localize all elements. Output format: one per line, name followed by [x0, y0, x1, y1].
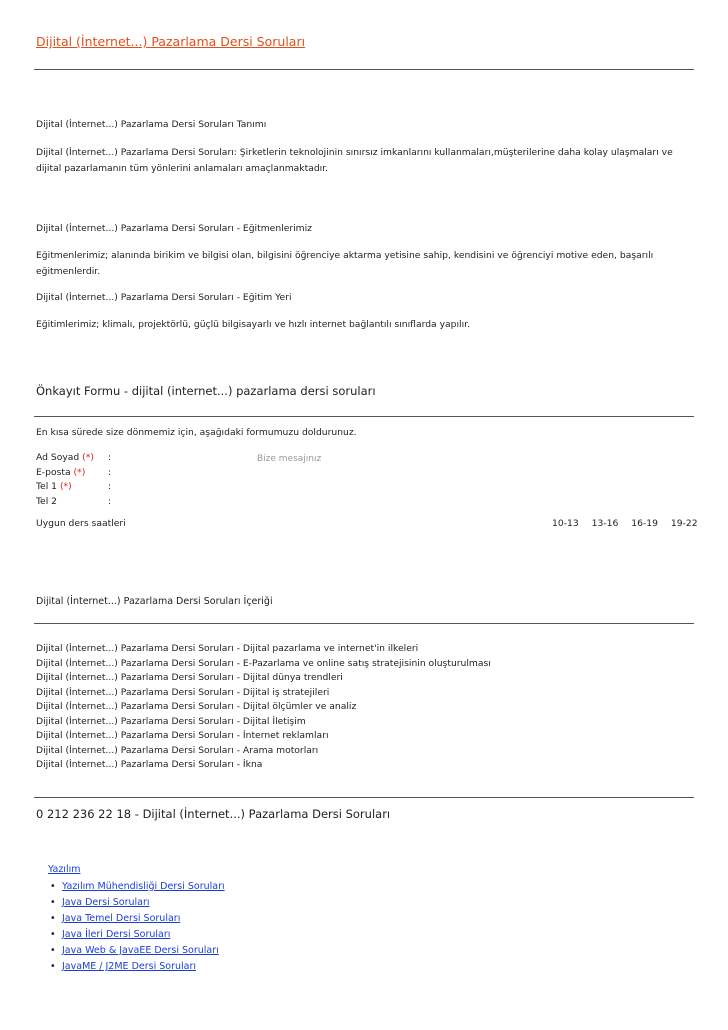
list-item: Dijital (İnternet...) Pazarlama Dersi Soruları - Dijital dünya trendleri [36, 672, 343, 683]
link-javame[interactable]: JavaME / J2ME Dersi Soruları [62, 961, 197, 972]
list-item: Dijital (İnternet...) Pazarlama Dersi Soruları - Dijital ölçümler ve analiz [36, 701, 357, 712]
link-java-advanced[interactable]: Java İleri Dersi Soruları [62, 929, 171, 940]
list-item: Dijital (İnternet...) Pazarlama Dersi Soruları - İnternet reklamları [36, 730, 329, 741]
list-item [62, 959, 225, 975]
field-label-name: Ad Soyad [36, 452, 80, 463]
times-label: Uygun ders saatleri [36, 518, 126, 529]
colon: : [108, 481, 112, 492]
page-title[interactable]: Dijital (İnternet...) Pazarlama Dersi Soruları [36, 34, 306, 49]
time-option[interactable]: 19-22 [670, 518, 698, 529]
divider [34, 623, 694, 624]
section-heading-definition: Dijital (İnternet...) Pazarlama Dersi Soruları Tanımı [36, 119, 267, 130]
form-heading: Önkayıt Formu - dijital (internet...) pazarlama dersi soruları [36, 384, 376, 398]
link-java-web[interactable]: Java Web & JavaEE Dersi Soruları [62, 945, 219, 956]
time-options [542, 518, 698, 529]
content-heading: Dijital (İnternet...) Pazarlama Dersi Soruları İçeriği [36, 596, 273, 607]
section-heading-instructors: Dijital (İnternet...) Pazarlama Dersi Soruları - Eğitmenlerimiz [36, 223, 313, 234]
required-mark: (*) [82, 452, 94, 463]
related-links [48, 864, 225, 975]
time-option[interactable]: 10-13 [552, 518, 579, 529]
list-item [62, 879, 225, 895]
list-item: Dijital (İnternet...) Pazarlama Dersi Soruları - E-Pazarlama ve online satış stratejisinin oluşturulması [36, 657, 491, 669]
time-option[interactable]: 13-16 [591, 518, 619, 529]
required-mark: (*) [59, 481, 72, 492]
list-item [62, 943, 225, 959]
divider [34, 416, 694, 417]
link-java-basic[interactable]: Java Temel Dersi Soruları [62, 913, 181, 924]
list-item: Dijital (İnternet...) Pazarlama Dersi Soruları - Arama motorları [36, 744, 319, 756]
links-heading[interactable]: Yazılım [48, 864, 81, 875]
location-text: Eğitimlerimiz; klimalı, projektörlü, güçlü bilgisayarlı ve hızlı internet bağlantılı sınıflarda yapılır. [36, 319, 470, 330]
phone-line: 0 212 236 22 18 - Dijital (İnternet...) Pazarlama Dersi Soruları [36, 807, 391, 821]
field-label-tel2: Tel 2 [36, 495, 58, 507]
links-list [48, 879, 225, 975]
form-intro: En kısa sürede size dönmemiz için, aşağıdaki formumuzu doldurunuz. [36, 427, 357, 438]
name-input[interactable] [116, 450, 216, 464]
message-textarea[interactable]: Bize mesajınız [257, 454, 322, 464]
link-software-engineering[interactable]: Yazılım Mühendisliği Dersi Soruları [62, 881, 225, 892]
list-item [62, 895, 225, 911]
form-row-tel2 [36, 496, 336, 511]
divider [34, 69, 694, 70]
list-item [62, 927, 225, 943]
link-java[interactable]: Java Dersi Soruları [62, 897, 150, 908]
list-item [62, 911, 225, 927]
email-input[interactable] [116, 465, 216, 479]
tel2-input[interactable] [116, 494, 216, 508]
field-label-tel1: Tel 1 [36, 481, 58, 492]
time-option[interactable]: 16-19 [631, 518, 658, 529]
colon: : [108, 466, 112, 478]
divider [34, 797, 694, 798]
list-item: Dijital (İnternet...) Pazarlama Dersi Soruları - Dijital pazarlama ve internet'in ilkeleri [36, 643, 419, 654]
content-list [36, 642, 491, 773]
list-item: Dijital (İnternet...) Pazarlama Dersi Soruları - İkna [36, 759, 263, 770]
required-mark: (*) [73, 466, 86, 478]
list-item: Dijital (İnternet...) Pazarlama Dersi Soruları - Dijital İletişim [36, 715, 306, 727]
section-heading-location: Dijital (İnternet...) Pazarlama Dersi Soruları - Eğitim Yeri [36, 292, 292, 303]
colon: : [108, 452, 112, 463]
tel1-input[interactable] [116, 479, 216, 493]
colon: : [108, 495, 112, 507]
definition-text: Dijital (İnternet...) Pazarlama Dersi Soruları: Şirketlerin teknolojinin sınırsız imkanlarını kullanmaları,müşterilerine daha kolay ulaşmaları ve dijital pazarlamanın tüm yönlerini anlamaları amaçlanmaktadır. [36, 147, 673, 174]
field-label-email: E-posta [36, 466, 71, 478]
list-item: Dijital (İnternet...) Pazarlama Dersi Soruları - Dijital iş stratejileri [36, 686, 330, 698]
instructors-text: Eğitmenlerimiz; alanında birikim ve bilgisi olan, bilgisini öğrenciye aktarma yetisine sahip, kendisini ve öğrenciyi motive eden, başarılı eğitmenlerdir. [36, 250, 654, 277]
